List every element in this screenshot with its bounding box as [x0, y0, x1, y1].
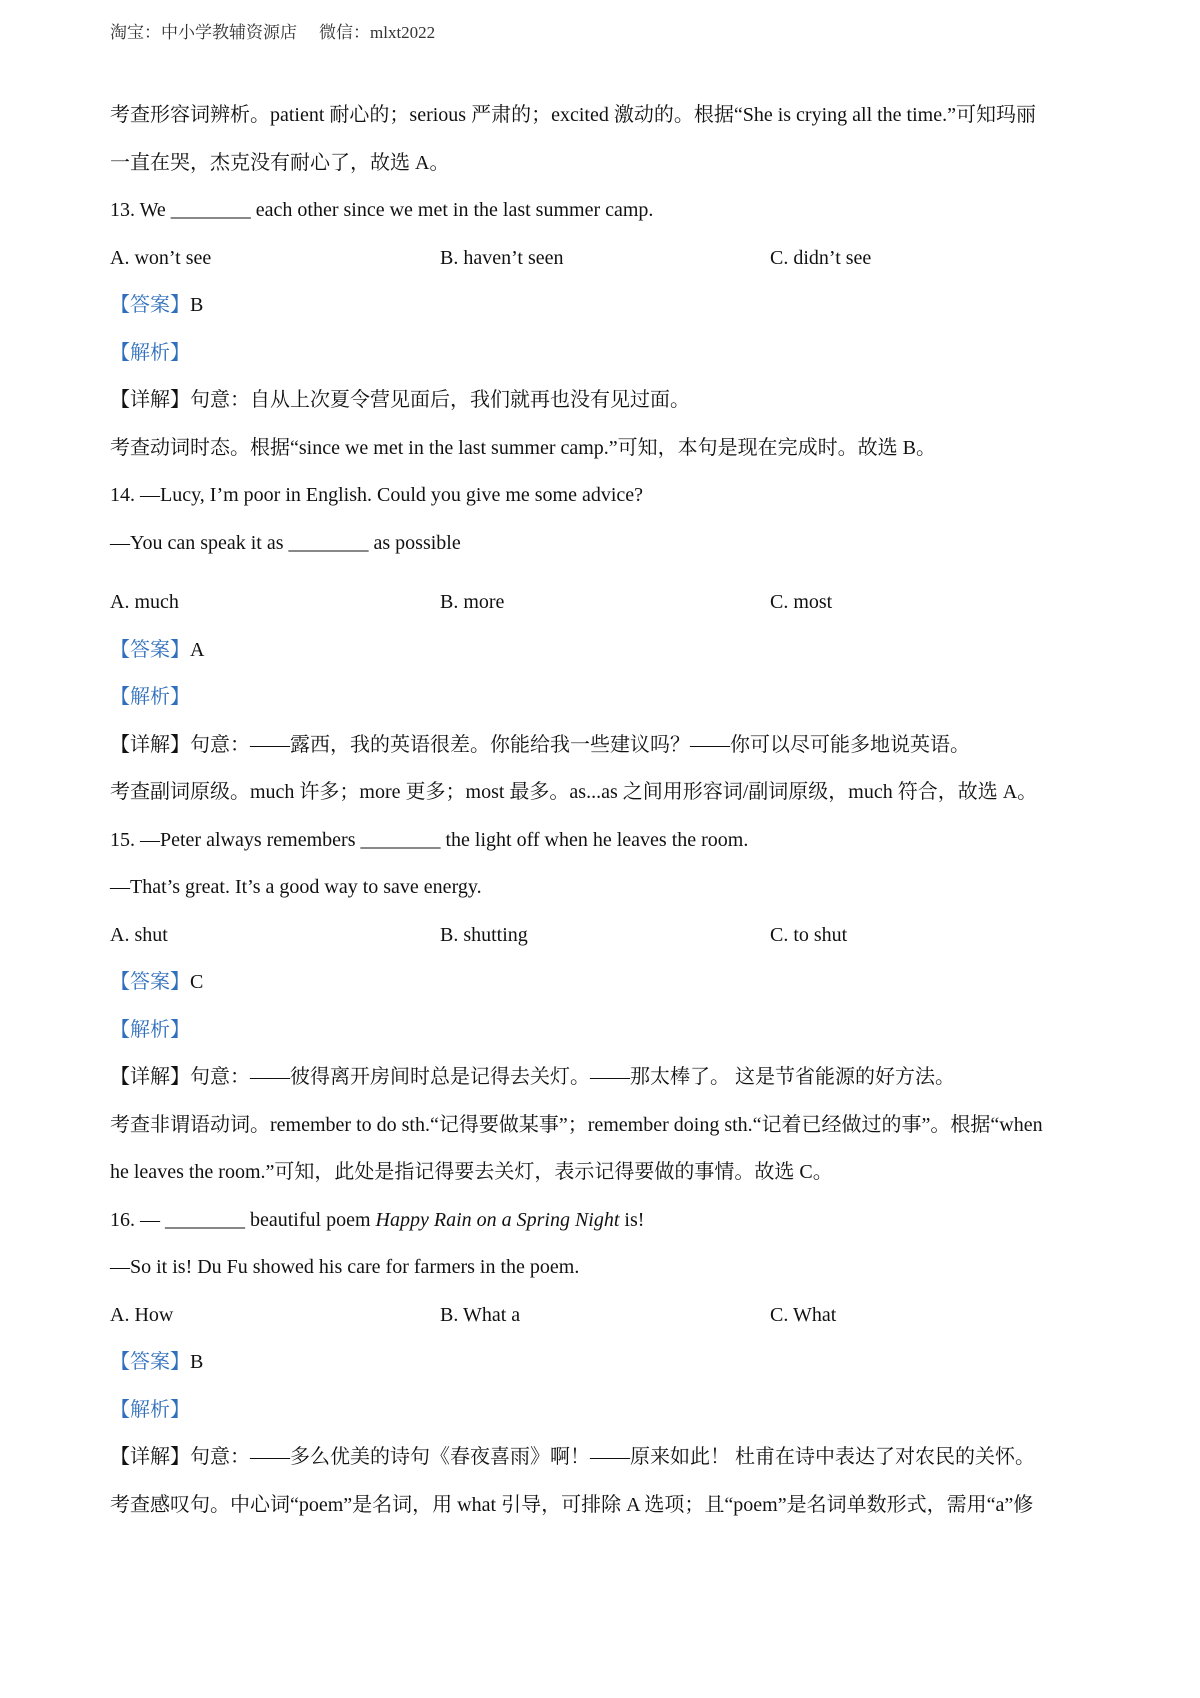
- q15-detail-text: 句意：——彼得离开房间时总是记得去关灯。——那太棒了。 这是节省能源的好方法。: [190, 1066, 955, 1088]
- intro-line-2: 一直在哭，杰克没有耐心了，故选 A。: [110, 151, 450, 174]
- answer-label: 【答案】: [110, 971, 190, 993]
- q13-option-a: A. won’t see: [110, 246, 212, 269]
- wechat-label: 微信：mlxt2022: [319, 23, 436, 42]
- q14-options: [110, 579, 1110, 627]
- q14-option-b: B. more: [440, 591, 505, 613]
- q15-option-a: A. shut: [110, 923, 168, 946]
- intro-line-1: 考查形容词辨析。patient 耐心的；serious 严肃的；excited 激动的。根据“She is crying all the time.”可知玛丽: [110, 104, 1036, 126]
- q16-explain: 考查感叹句。中心词“poem”是名词，用 what 引导，可排除 A 选项；且“poem”是名词单数形式，需用“a”修: [110, 1493, 1034, 1516]
- q16-option-c: C. What: [770, 1303, 837, 1326]
- q16-option-b: B. What a: [440, 1303, 521, 1326]
- q14-reply: —You can speak it as ________ as possible: [110, 531, 461, 554]
- q14-analysis-label: 【解析】: [110, 686, 190, 708]
- q16-detail-text: 句意：——多么优美的诗句《春夜喜雨》啊！——原来如此！ 杜甫在诗中表达了对农民的关怀。: [190, 1446, 1035, 1468]
- q13-option-b: B. haven’t seen: [440, 246, 564, 269]
- page-header: [110, 18, 435, 43]
- answer-label: 【答案】: [110, 294, 190, 316]
- q14-option-c: C. most: [770, 591, 833, 613]
- q13-stem: 13. We ________ each other since we met in the last summer camp.: [110, 199, 654, 221]
- detail-label: 【详解】: [110, 1066, 190, 1088]
- q13-options: [110, 235, 1110, 283]
- q15-stem: 15. —Peter always remembers ________ the light off when he leaves the room.: [110, 828, 749, 851]
- q13-analysis-label: 【解析】: [110, 341, 190, 364]
- q13-detail-text: 句意：自从上次夏令营见面后，我们就再也没有见过面。: [190, 389, 690, 411]
- shop-label: 淘宝：中小学教辅资源店: [110, 23, 297, 42]
- q14-explain: 考查副词原级。much 许多；more 更多；most 最多。as...as 之间用形容词/副词原级，much 符合，故选 A。: [110, 781, 1038, 803]
- q15-option-c: C. to shut: [770, 923, 848, 946]
- q15-explain-1: 考查非谓语动词。remember to do sth.“记得要做某事”；remember doing sth.“记着已经做过的事”。根据“when: [110, 1113, 1043, 1136]
- document-body: [110, 92, 1110, 1529]
- q15-analysis-label: 【解析】: [110, 1018, 190, 1041]
- detail-label: 【详解】: [110, 389, 190, 411]
- q15-options: [110, 912, 1110, 960]
- q14-detail: [110, 722, 1110, 770]
- q14-answer-value: A: [190, 638, 205, 661]
- q14-option-a: A. much: [110, 591, 179, 613]
- q16-reply: —So it is! Du Fu showed his care for farmers in the poem.: [110, 1256, 580, 1278]
- q16-answer: [110, 1339, 1110, 1387]
- q16-options: [110, 1292, 1110, 1340]
- q15-option-b: B. shutting: [440, 923, 528, 946]
- detail-label: 【详解】: [110, 733, 190, 756]
- q16-stem: [110, 1197, 1110, 1245]
- q15-answer: [110, 959, 1110, 1007]
- answer-label: 【答案】: [110, 1351, 190, 1373]
- q16-analysis-label: 【解析】: [110, 1398, 190, 1421]
- q13-answer-value: B: [190, 294, 204, 316]
- q13-detail: [110, 377, 1110, 425]
- q14-stem: 14. —Lucy, I’m poor in English. Could you give me some advice?: [110, 484, 644, 506]
- q15-answer-value: C: [190, 971, 204, 993]
- q16-option-a: A. How: [110, 1303, 174, 1326]
- q13-option-c: C. didn’t see: [770, 246, 872, 269]
- detail-label: 【详解】: [110, 1446, 190, 1468]
- q15-explain-2: he leaves the room.”可知，此处是指记得要去关灯，表示记得要做的事情。故选 C。: [110, 1161, 833, 1183]
- q13-answer: [110, 282, 1110, 330]
- q16-answer-value: B: [190, 1351, 204, 1373]
- q15-reply: —That’s great. It’s a good way to save energy.: [110, 876, 482, 898]
- q16-stem-pre: 16. — ________ beautiful poem: [110, 1208, 376, 1231]
- q16-stem-post: is!: [619, 1208, 645, 1231]
- q14-detail-text: 句意：——露西，我的英语很差。你能给我一些建议吗？——你可以尽可能多地说英语。: [190, 733, 970, 756]
- q15-detail: [110, 1054, 1110, 1102]
- q14-answer: [110, 627, 1110, 675]
- q16-detail: [110, 1434, 1110, 1482]
- q13-explain: 考查动词时态。根据“since we met in the last summer camp.”可知，本句是现在完成时。故选 B。: [110, 436, 937, 459]
- answer-label: 【答案】: [110, 638, 190, 661]
- q16-poem-title: Happy Rain on a Spring Night: [375, 1208, 620, 1231]
